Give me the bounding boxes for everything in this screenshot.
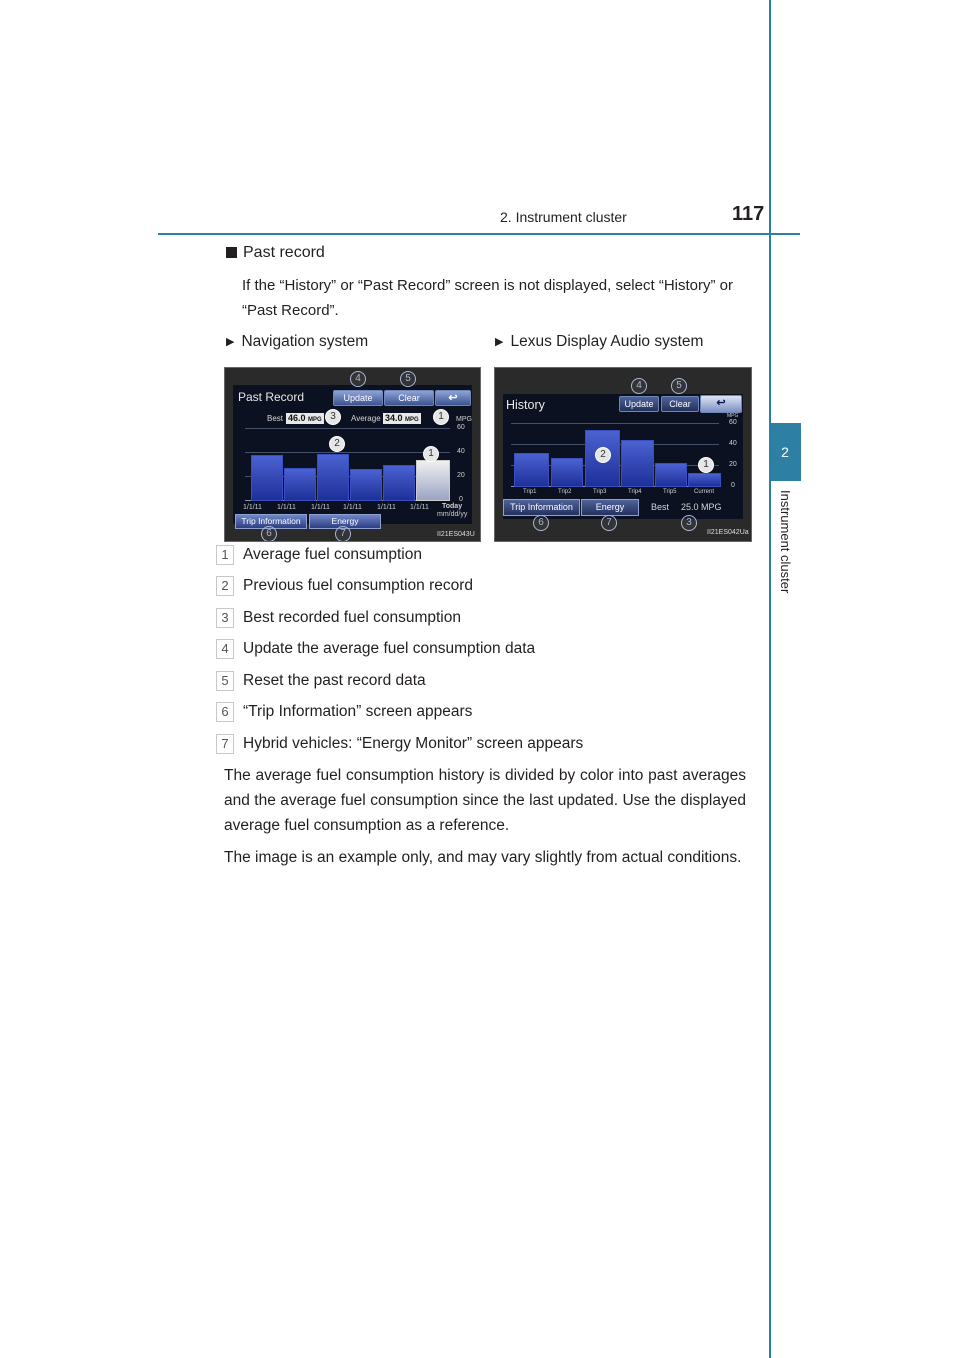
legend-number: 2 <box>216 576 234 596</box>
best-value: 25.0 MPG <box>681 502 722 512</box>
callout-5: 5 <box>400 371 416 387</box>
side-margin-line <box>769 0 771 1358</box>
back-button[interactable]: ↩ <box>700 395 742 413</box>
chart-bar <box>317 454 349 501</box>
chapter-tab: 2 <box>769 423 801 481</box>
x-date-label: 1/1/11 <box>243 504 262 511</box>
callout-3: 3 <box>681 515 697 531</box>
callout-4: 4 <box>631 378 647 394</box>
best-value <box>286 413 324 424</box>
body-paragraph: The average fuel consumption history is divided by color into past averages and the average fuel consumption since the last updated. Use the displayed average fuel consumption as a reference. <box>224 767 746 834</box>
chart-bar <box>621 440 654 487</box>
callout-1: 1 <box>698 457 714 473</box>
x-date-label: 1/1/11 <box>377 504 396 511</box>
image-code: II21ES043U <box>437 531 475 538</box>
legend-text: “Trip Information” screen appears <box>243 703 473 720</box>
update-button[interactable]: Update <box>333 390 383 406</box>
navigation-system-label-text: Navigation system <box>241 333 369 350</box>
section-title-text: Past record <box>243 244 325 261</box>
triangle-bullet-icon: ▶ <box>226 336 235 349</box>
legend-item <box>216 544 422 566</box>
chart-bar <box>514 453 549 487</box>
y-tick-label: 60 <box>729 419 737 426</box>
axis-unit-label: MPG <box>727 413 739 419</box>
y-tick-label: 0 <box>459 496 463 503</box>
callout-5: 5 <box>671 378 687 394</box>
average-value-number: 34.0 <box>385 413 403 423</box>
trip-information-button[interactable]: Trip Information <box>235 514 307 529</box>
best-label: Best <box>651 502 670 512</box>
y-tick-label: 40 <box>457 448 465 455</box>
callout-6: 6 <box>261 526 277 542</box>
energy-button[interactable]: Energy <box>581 499 639 516</box>
x-date-label: 1/1/11 <box>343 504 362 511</box>
today-format-label: mm/dd/yy <box>437 511 468 518</box>
y-tick-label: 20 <box>457 472 465 479</box>
chart-bar <box>284 468 316 501</box>
callout-6: 6 <box>533 515 549 531</box>
update-button[interactable]: Update <box>619 396 659 412</box>
legend-number: 4 <box>216 639 234 659</box>
callout-3: 3 <box>325 409 341 425</box>
energy-button[interactable]: Energy <box>309 514 381 529</box>
legend-number: 5 <box>216 671 234 691</box>
callout-2: 2 <box>329 436 345 452</box>
today-label: Today <box>442 503 463 510</box>
callout-7: 7 <box>335 526 351 542</box>
body-paragraph: The image is an example only, and may vary slightly from actual conditions. <box>224 849 742 866</box>
chart-bar <box>655 463 687 487</box>
legend-item <box>216 670 426 692</box>
lexus-display-audio-history-screenshot <box>494 367 752 542</box>
callout-7: 7 <box>601 515 617 531</box>
header-section-title: 2. Instrument cluster <box>500 209 627 225</box>
section-title <box>226 244 325 262</box>
trip-information-button[interactable]: Trip Information <box>503 499 580 516</box>
legend-number: 7 <box>216 734 234 754</box>
x-date-label: 1/1/11 <box>311 504 330 511</box>
legend-number: 1 <box>216 545 234 565</box>
x-category-label: Trip5 <box>663 489 677 495</box>
y-tick-label: 40 <box>729 440 737 447</box>
lexus-display-audio-label-text: Lexus Display Audio system <box>510 333 704 350</box>
callout-1: 1 <box>423 446 439 462</box>
gridline <box>245 428 450 429</box>
x-date-label: 1/1/11 <box>410 504 429 511</box>
chapter-side-title: Instrument cluster <box>778 490 793 594</box>
callout-2: 2 <box>595 447 611 463</box>
callout-1: 1 <box>433 409 449 425</box>
screen-title: History <box>506 398 545 412</box>
square-bullet-icon <box>226 247 237 258</box>
legend-text: Update the average fuel consumption data <box>243 640 536 657</box>
axis-unit-label: MPG <box>456 416 472 423</box>
y-tick-label: 20 <box>729 461 737 468</box>
screen-title: Past Record <box>238 390 305 404</box>
x-category-label: Trip3 <box>593 489 607 495</box>
clear-button[interactable]: Clear <box>384 390 434 406</box>
x-date-label: 1/1/11 <box>277 504 296 511</box>
x-category-label: Trip2 <box>558 489 572 495</box>
average-label: Average <box>351 414 381 423</box>
x-category-label: Trip4 <box>628 489 642 495</box>
y-tick-label: 0 <box>731 482 735 489</box>
legend-number: 3 <box>216 608 234 628</box>
best-value-unit: MPG <box>308 417 322 423</box>
chart-bar <box>350 469 382 501</box>
page-number: 117 <box>732 203 765 225</box>
average-value-unit: MPG <box>405 417 419 423</box>
legend-item <box>216 638 535 660</box>
header-divider <box>158 233 800 235</box>
legend-text: Average fuel consumption <box>243 546 422 563</box>
chart-bar <box>383 465 415 501</box>
x-category-label: Current <box>694 489 715 495</box>
legend-item <box>216 733 583 755</box>
legend-item <box>216 701 472 723</box>
intro-text: If the “History” or “Past Record” screen is not displayed, select “History” or “Past Record”. <box>242 277 733 319</box>
clear-button[interactable]: Clear <box>661 396 699 412</box>
gridline <box>511 423 719 424</box>
chart-bar-current <box>688 473 721 487</box>
legend-text: Reset the past record data <box>243 672 426 689</box>
legend-text: Previous fuel consumption record <box>243 577 474 594</box>
best-label: Best <box>267 414 284 423</box>
gridline <box>245 452 450 453</box>
chart-bar <box>251 455 283 501</box>
chart-bar-current <box>416 460 450 501</box>
legend-number: 6 <box>216 702 234 722</box>
callout-4: 4 <box>350 371 366 387</box>
lexus-display-audio-label <box>495 333 703 351</box>
back-button[interactable]: ↩ <box>435 390 471 406</box>
x-category-label: Trip1 <box>523 489 537 495</box>
navigation-past-record-screenshot <box>224 367 481 542</box>
average-value <box>383 413 421 424</box>
legend-text: Hybrid vehicles: “Energy Monitor” screen appears <box>243 735 584 752</box>
legend-item <box>216 607 461 629</box>
y-tick-label: 60 <box>457 424 465 431</box>
image-code: II21ES042Ua <box>707 529 749 536</box>
legend-item <box>216 575 473 597</box>
navigation-system-label <box>226 333 368 351</box>
triangle-bullet-icon: ▶ <box>495 336 504 349</box>
best-value-number: 46.0 <box>288 413 306 423</box>
legend-text: Best recorded fuel consumption <box>243 609 461 626</box>
chart-bar <box>551 458 583 487</box>
